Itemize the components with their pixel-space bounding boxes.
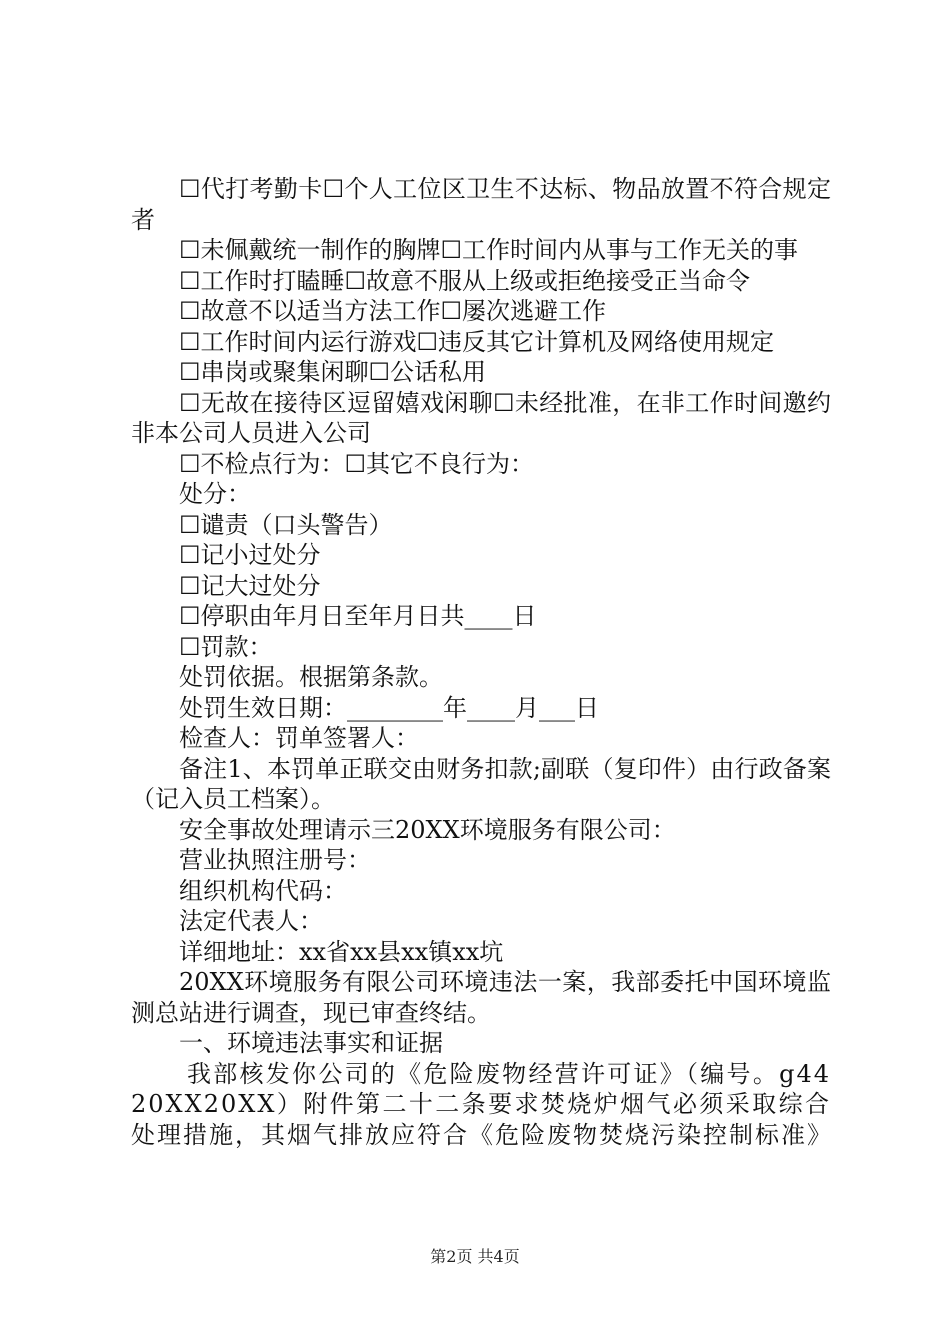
paragraph: 检查人：罚单签署人： (179, 724, 419, 752)
paragraph: ☐记小过处分 (179, 541, 321, 569)
paragraph: 处罚依据。根据第条款。 (179, 663, 443, 691)
paragraph: 法定代表人： (179, 907, 323, 935)
section-heading: 一、环境违法事实和证据 (179, 1029, 443, 1057)
paragraph: 我部核发你公司的《危险废物经营许可证》（编号。g4420XX20XX）附件第二十二条要求焚烧炉烟气必须采取综合处理措施，其烟气排放应符合《危险废物焚烧污染控制标准》 (131, 1059, 833, 1149)
paragraph: ☐不检点行为：☐其它不良行为： (179, 449, 535, 478)
document-body (131, 174, 831, 1150)
paragraph: 详细地址：xx省xx县xx镇xx坑 (179, 937, 504, 966)
paragraph: ☐无故在接待区逗留嬉戏闲聊☐未经批准，在非工作时间邀约非本公司人员进入公司 (131, 388, 831, 447)
paragraph: 安全事故处理请示三20XX环境服务有限公司： (179, 815, 676, 844)
paragraph: ☐记大过处分 (179, 571, 321, 600)
paragraph: 备注1、本罚单正联交由财务扣款;副联（复印件）由行政备案（记入员工档案）。 (131, 754, 831, 813)
paragraph: 营业执照注册号： (179, 846, 371, 874)
paragraph: ☐故意不以适当方法工作☐屡次逃避工作 (179, 297, 607, 325)
paragraph: ☐未佩戴统一制作的胸牌☐工作时间内从事与工作无关的事 (179, 236, 799, 264)
paragraph: ☐代打考勤卡☐个人工位区卫生不达标、物品放置不符合规定者 (131, 175, 831, 234)
paragraph: ☐罚款： (179, 632, 273, 661)
paragraph: ☐停职由年月日至年月日共____日 (179, 602, 537, 630)
paragraph: ☐谴责（口头警告） (179, 510, 393, 539)
paragraph: ☐串岗或聚集闲聊☐公话私用 (179, 358, 487, 386)
paragraph: ☐工作时打瞌睡☐故意不服从上级或拒绝接受正当命令 (179, 266, 751, 295)
paragraph: ☐工作时间内运行游戏☐违反其它计算机及网络使用规定 (179, 327, 775, 356)
paragraph: 处罚生效日期：________年____月___日 (179, 693, 599, 722)
page-number: 第2页 共4页 (430, 1247, 520, 1266)
paragraph: 20XX环境服务有限公司环境违法一案，我部委托中国环境监测总站进行调查，现已审查终结。 (131, 968, 831, 1027)
paragraph: 处分： (179, 480, 251, 508)
paragraph: 组织机构代码： (179, 876, 347, 905)
